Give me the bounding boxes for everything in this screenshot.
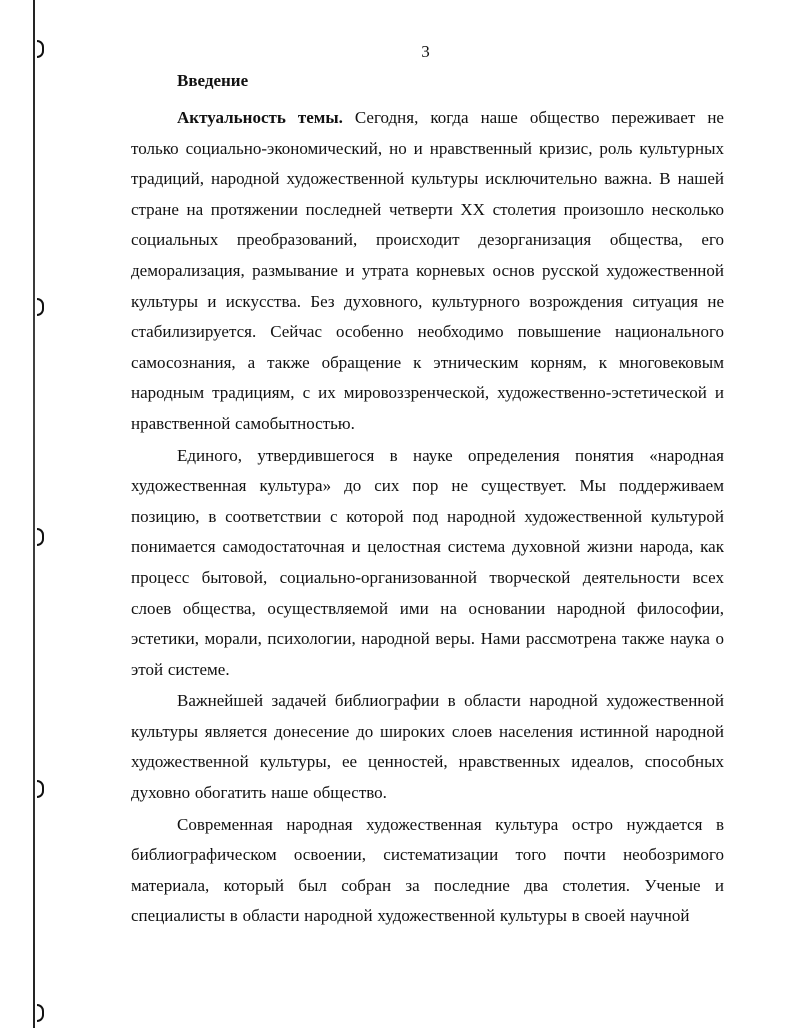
paragraph-text: Единого, утвердившегося в науке определения понятия «народная художественная культура» до сих пор не существует. Мы поддерживаем позицию, в соответствии с которой под народной художественной культурой понимается самодостаточная и целостная система духовной жизни народа, как процесс бытовой, социально-организованной творческой деятельности всех слоев общества, осуществляемой ими на основании народной философии, эстетики, морали, психологии, народной веры. Нами рассмотрена также наука о этой системе.: [131, 445, 724, 679]
section-heading: Введение: [177, 71, 249, 90]
page-number: 3: [421, 42, 430, 61]
binding-hole-mark: [35, 298, 45, 314]
paragraph-text: Важнейшей задачей библиографии в области народной художественной культуры является донесение до широких слоев населения истинной народной художественной культуры, ее ценностей, нравственных идеалов, способных духовно обогатить наше общество.: [131, 691, 724, 803]
scan-binding-edge: [33, 0, 35, 1028]
binding-hole-mark: [35, 1004, 45, 1020]
binding-hole-mark: [35, 780, 45, 796]
paragraph-modern-culture: [131, 810, 724, 932]
paragraph-relevance: [131, 103, 724, 440]
document-body: [131, 71, 724, 932]
paragraph-bibliography-task: [131, 686, 724, 808]
paragraph-definition: [131, 441, 724, 686]
paragraph-lead: Актуальность темы.: [177, 108, 343, 127]
binding-hole-mark: [35, 528, 45, 544]
paragraph-text: Сегодня, когда наше общество переживает не только социально-экономический, но и нравственный кризис, роль культурных традиций, народной художественной культуры исключительно важна. В нашей стране на протяжении последней четверти XX столетия произошло несколько социальных преобразований, происходит дезорганизация общества, его деморализация, размывание и утрата корневых основ русской художественной культуры и искусства. Без духовного, культурного возрождения ситуация не стабилизируется. Сейчас особенно необходимо повышение национального самосознания, а также обращение к этническим корням, к многовековым народным традициям, с их мировоззренческой, художественно-эстетической и нравственной самобытностью.: [131, 108, 724, 433]
paragraph-text: Современная народная художественная культура остро нуждается в библиографическом освоении, систематизации того почти необозримого материала, который был собран за последние два столетия. Ученые и специалисты в области народной художественной культуры в своей научной: [131, 814, 724, 926]
